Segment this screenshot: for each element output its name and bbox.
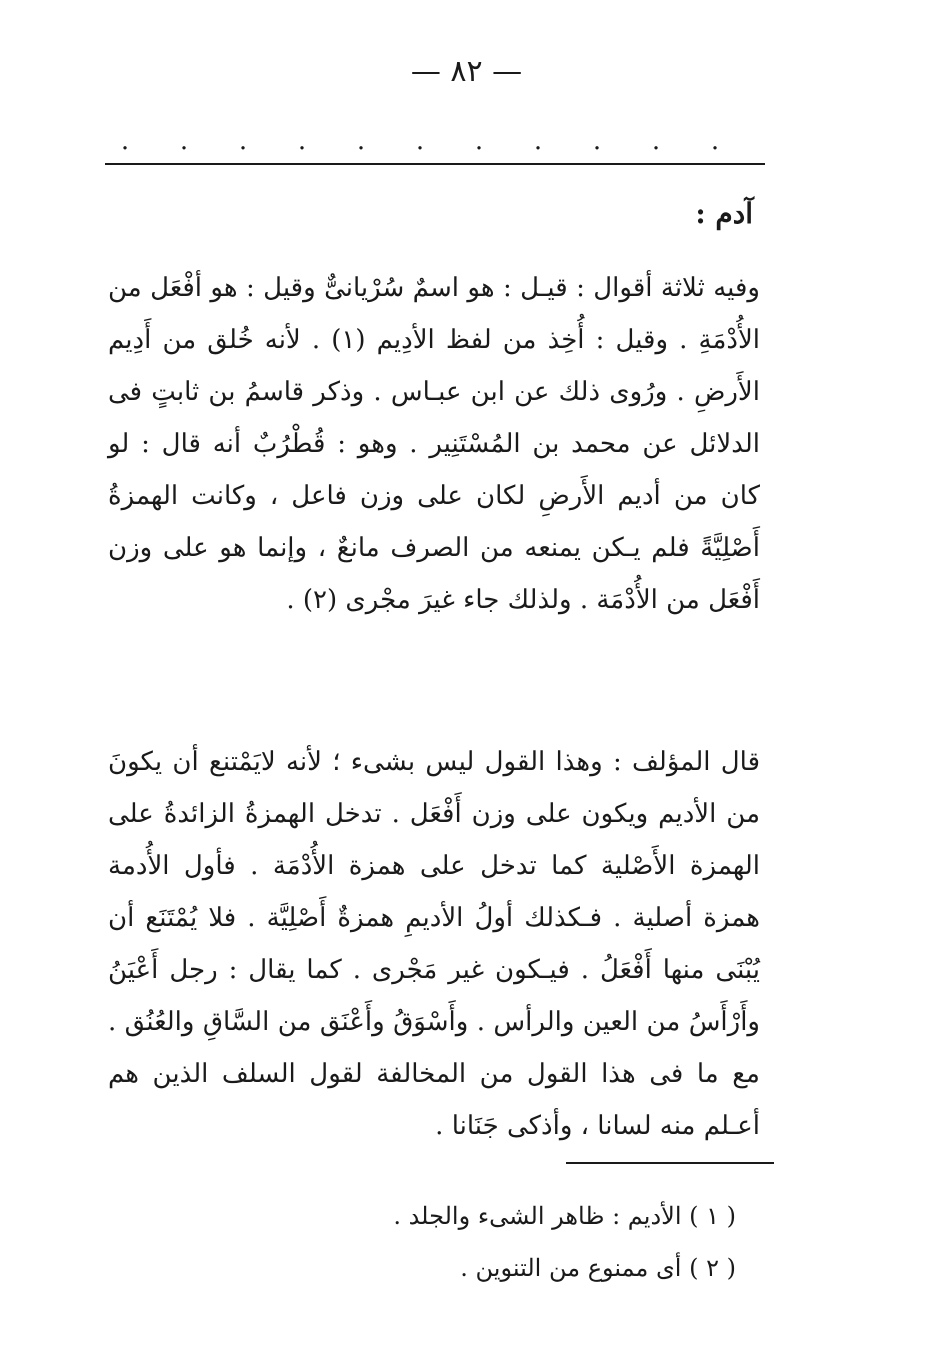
footnote-2: ( ٢ ) أى ممنوع من التنوين . bbox=[460, 1254, 736, 1282]
header-rule bbox=[105, 163, 765, 165]
paragraph-2: قال المؤلف : وهذا القول ليس بشىء ؛ لأنه لايَمْتنع أن يكونَ من الأديم ويكون على وزن أَفْعَل . تدخل الهمزةُ الزائدةُ على الهمزة الأَصْلية كما تدخل على همزة الأُدْمَة . فأول الأُدمة همزة أصلية . فـكذلك أولُ الأديمِ همزةٌ أَصْلِيَّة . فلا يُمْتَنَع أن يُبْنَى منها أَفْعَلُ . فيـكون غير مَجْرى . كما يقال : رجل أَعْيَنُ وأَرْأَسُ من العين والرأس . وأَسْوَقُ وأَعْنَق من السَّاقِ والعُنُق . مع ما فى هذا القول من المخالفة لقول السلف الذين هم أعـلم منه لسانا ، وأذكى جَنَانا . bbox=[108, 747, 760, 1141]
footnotes bbox=[300, 1190, 736, 1294]
page-number: — ٨٢ — bbox=[410, 54, 523, 89]
paragraph-1: وفيه ثلاثة أقوال : قيـل : هو اسمٌ سُرْيانىٌّ وقيل : هو أفْعَل من الأُدْمَةِ . وقيل : أُخِذ من لفظ الأدِيم (١) . لأنه خُلق من أَدِيم الأَرضِ . ورُوى ذلك عن ابن عبـاس . وذكر قاسمُ بن ثابتٍ فى الدلائل عن محمد بن المُسْتَنِير . وهو : قُطْرُبٌ أنه قال : لو كان من أديم الأَرضِ لكان على وزن فاعل ، وكانت الهمزةُ أَصْلِيَّةً فلم يـكن يمنعه من الصرف مانعٌ ، وإنما هو على وزن أَفْعَل من الأُدْمَة . ولذلك جاء غيرَ مجْرى (٢) . bbox=[108, 273, 760, 615]
section-heading: آدم : bbox=[695, 197, 753, 230]
ornament-dot: . bbox=[179, 126, 189, 156]
ornament-dot: . bbox=[415, 126, 425, 156]
footnote-1: ( ١ ) الأديم : ظاهر الشىء والجلد . bbox=[393, 1202, 736, 1230]
ornament-dot: . bbox=[120, 126, 130, 156]
ornament-dot: . bbox=[533, 126, 543, 156]
ornament-dot: . bbox=[474, 126, 484, 156]
ornament-row bbox=[120, 126, 720, 156]
ornament-dot: . bbox=[238, 126, 248, 156]
ornament-dot: . bbox=[297, 126, 307, 156]
footnote-rule bbox=[566, 1162, 774, 1164]
ornament-dot: . bbox=[651, 126, 661, 156]
ornament-dot: . bbox=[356, 126, 366, 156]
ornament-dot: . bbox=[592, 126, 602, 156]
ornament-dot: . bbox=[710, 126, 720, 156]
